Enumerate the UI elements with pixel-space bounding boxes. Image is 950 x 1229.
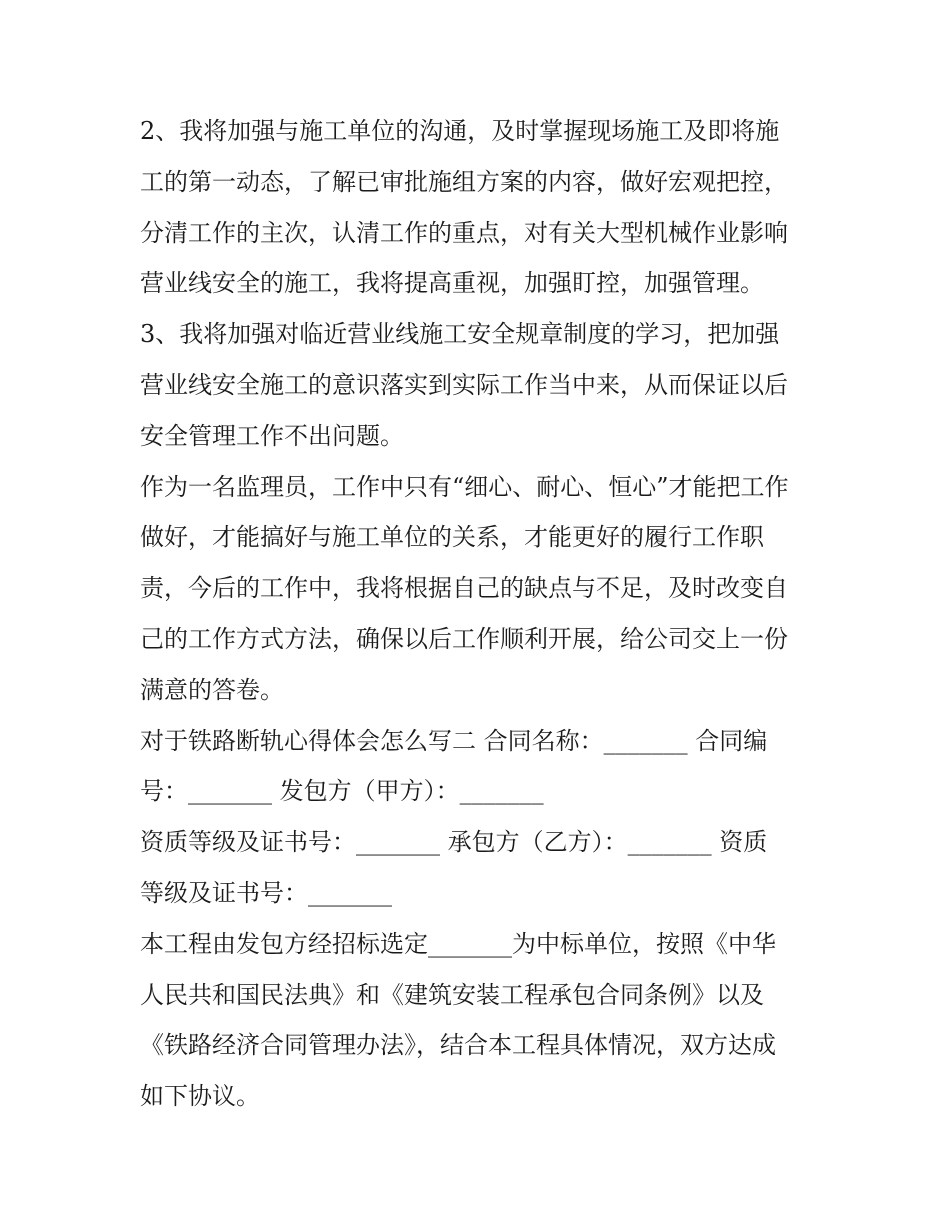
text-line: 工的第一动态，了解已审批施组方案的内容，做好宏观把控，: [140, 167, 788, 196]
text-line: 人民共和国民法典》和《建筑安装工程承包合同条例》以及: [140, 980, 764, 1009]
text-line: 如下协议。: [140, 1082, 260, 1111]
text-line: 号：_______ 发包方（甲方）：_______: [140, 777, 544, 806]
text-line: 安全管理工作不出问题。: [140, 421, 404, 450]
text-line: 己的工作方式方法，确保以后工作顺利开展，给公司交上一份: [140, 624, 788, 653]
text-line: 等级及证书号：_______: [140, 878, 392, 907]
text-line: 本工程由发包方经招标选定_______为中标单位，按照《中华: [140, 929, 776, 958]
text-line: 营业线安全的施工，我将提高重视，加强盯控，加强管理。: [140, 269, 764, 298]
text-line: 2、我将加强与施工单位的沟通，及时掌握现场施工及即将施: [140, 117, 780, 145]
text-line: 资质等级及证书号：_______ 承包方（乙方）：_______ 资质: [140, 828, 768, 857]
text-line: 《铁路经济合同管理办法》，结合本工程具体情况，双方达成: [140, 1031, 776, 1060]
text-line: 责，今后的工作中，我将根据自己的缺点与不足，及时改变自: [140, 574, 788, 603]
text-line: 做好，才能搞好与施工单位的关系，才能更好的履行工作职: [140, 523, 764, 552]
text-line: 作为一名监理员，工作中只有“细心、耐心、恒心”才能把工作: [140, 472, 789, 501]
text-line: 3、我将加强对临近营业线施工安全规章制度的学习，把加强: [140, 320, 780, 349]
text-line: 分清工作的主次，认清工作的重点，对有关大型机械作业影响: [140, 218, 788, 247]
text-line: 营业线安全施工的意识落实到实际工作当中来，从而保证以后: [140, 370, 788, 399]
text-line: 对于铁路断轨心得体会怎么写二 合同名称：_______ 合同编: [140, 726, 768, 755]
document-body: [140, 106, 820, 1122]
text-line: 满意的答卷。: [140, 675, 284, 704]
